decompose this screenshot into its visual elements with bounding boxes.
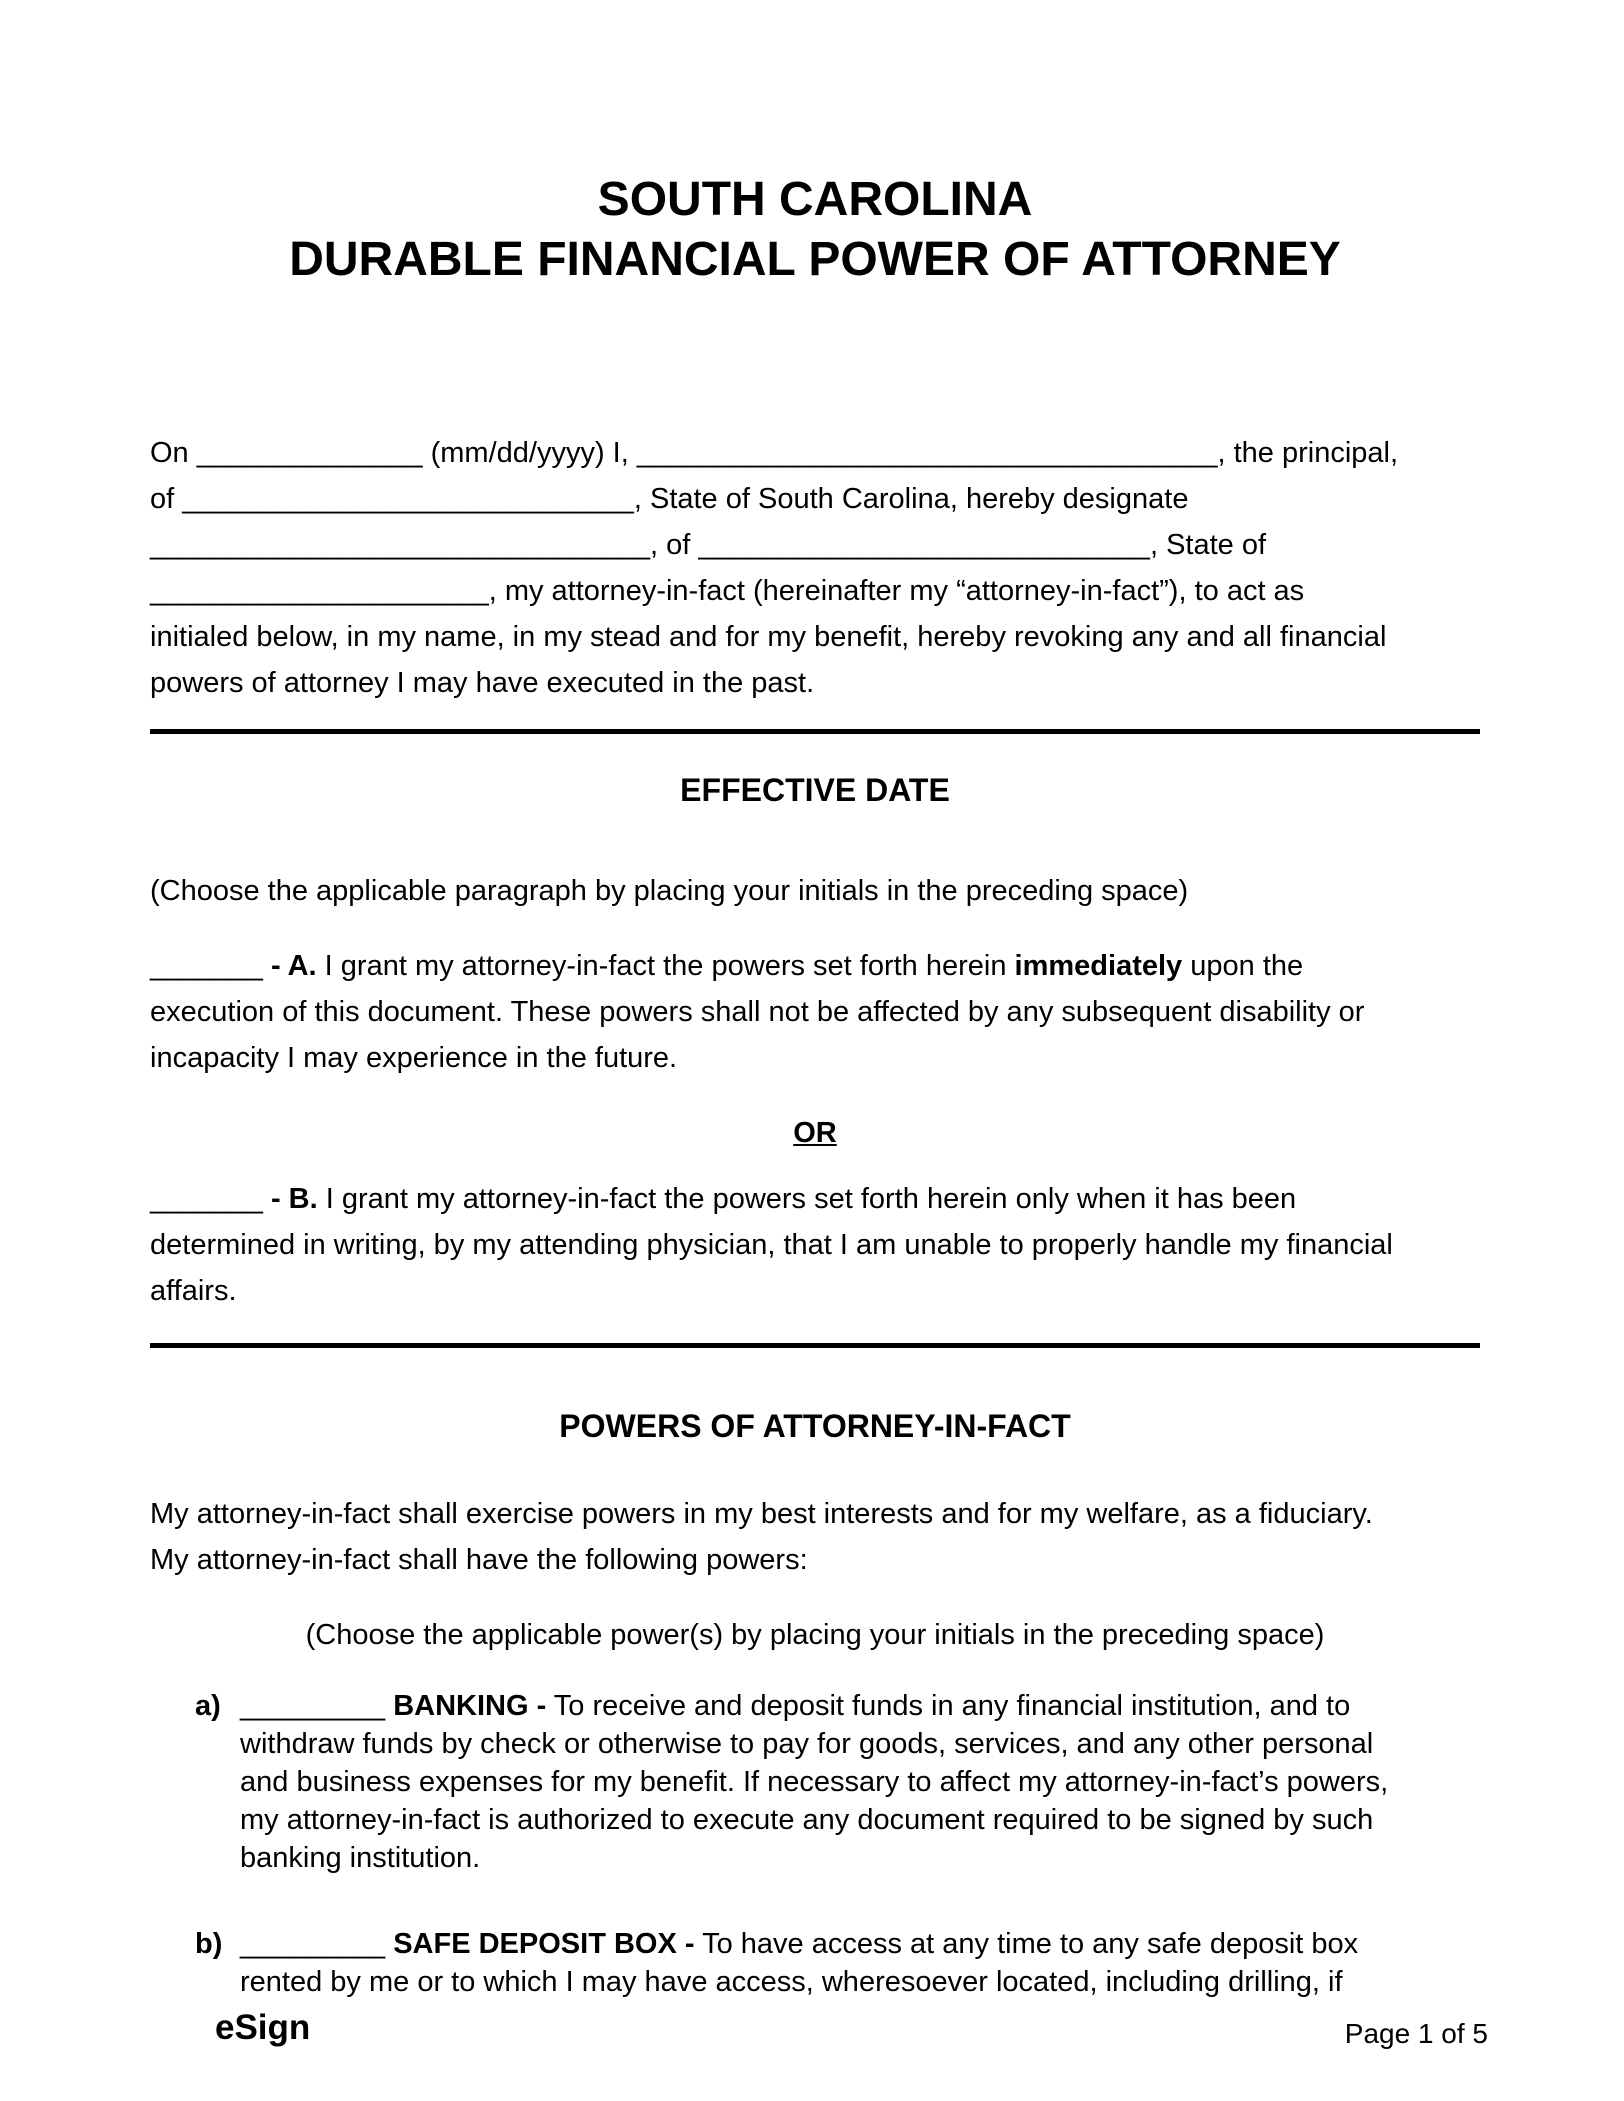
intro-text: , my attorney-in-fact (hereinafter my “attorney-in-fact”), to act as initialed below, in my name, in my stead and for my benefit, hereby revoking any and all financial powers of attorney I may have executed in the past. [150,575,1387,699]
document-title-line1: SOUTH CAROLINA [597,173,1033,226]
blank-date: ______________ [196,437,423,469]
option-b-label: - B. [270,1183,318,1215]
intro-paragraph [150,430,1400,706]
power-item-label: a) [195,1690,221,1722]
option-a-text: I grant my attorney-in-fact the powers set forth herein [316,950,1015,982]
option-b-text: I grant my attorney-in-fact the powers set forth herein only when it has been determined in writing, by my attending physician, that I am unable to properly handle my financial affairs. [150,1183,1393,1307]
powers-intro-paragraph: My attorney-in-fact shall exercise powers in my best interests and for my welfare, as a fiduciary. My attorney-in-fact shall have the following powers: [150,1498,1373,1576]
power-item-banking [150,1687,1400,1877]
option-b-paragraph [150,1176,1400,1314]
option-a-paragraph [150,943,1400,1081]
section-divider [150,1343,1480,1348]
power-item-text: To have access at any time to any safe deposit box rented by me or to which I may have access, wheresoever located, including drilling, if [240,1928,1359,1998]
esign-logo: eSign [215,2008,311,2047]
option-a-label: - A. [270,950,317,982]
blank-option-b-initials: _______ [150,1183,263,1215]
page-indicator: Page 1 of 5 [1344,2018,1488,2049]
blank-agent-name: _______________________________ [150,529,650,561]
intro-text: , State of South Carolina, hereby designate [633,483,1189,515]
option-a-bold-word: immediately [1014,950,1183,982]
power-item-name: SAFE DEPOSIT BOX - [393,1928,695,1960]
powers-heading: POWERS OF ATTORNEY-IN-FACT [559,1408,1071,1444]
intro-text: , the principal, of [150,437,1399,515]
blank-agent-city: ____________________________ [698,529,1150,561]
effective-date-instruction: (Choose the applicable paragraph by placing your initials in the preceding space) [150,875,1189,907]
blank-principal-name: ____________________________________ [636,437,1218,469]
power-item-name: BANKING - [393,1690,547,1722]
intro-text: , of [649,529,699,561]
blank-principal-city: ____________________________ [182,483,634,515]
power-item-text: To receive and deposit funds in any financial institution, and to withdraw funds by check or otherwise to pay for goods, services, and any other personal and business expenses for my benefit. If necessary to affect my attorney-in-fact’s powers, my attorney-in-fact is authorized to execute any document required to be signed by such banking institution. [240,1690,1389,1874]
section-divider [150,729,1480,734]
or-separator: OR [793,1117,837,1149]
option-a-text: upon the execution of this document. These powers shall not be affected by any subsequent disability or incapacity I may experience in the future. [150,950,1365,1074]
blank-option-a-initials: _______ [150,950,263,982]
power-item-label: b) [195,1928,223,1960]
intro-text: (mm/dd/yyyy) I, [422,437,637,469]
blank-banking-initials: _________ [240,1690,386,1722]
document-title-line2: DURABLE FINANCIAL POWER OF ATTORNEY [289,233,1341,286]
powers-instruction: (Choose the applicable power(s) by placing your initials in the preceding space) [305,1619,1325,1651]
intro-text: On [150,437,197,469]
blank-agent-state: _____________________ [150,575,489,607]
document-title [150,0,1480,290]
intro-text: , State of [1149,529,1267,561]
effective-date-heading: EFFECTIVE DATE [680,772,950,808]
power-item-safe-deposit-box [150,1925,1400,2001]
blank-safe-deposit-initials: _________ [240,1928,386,1960]
